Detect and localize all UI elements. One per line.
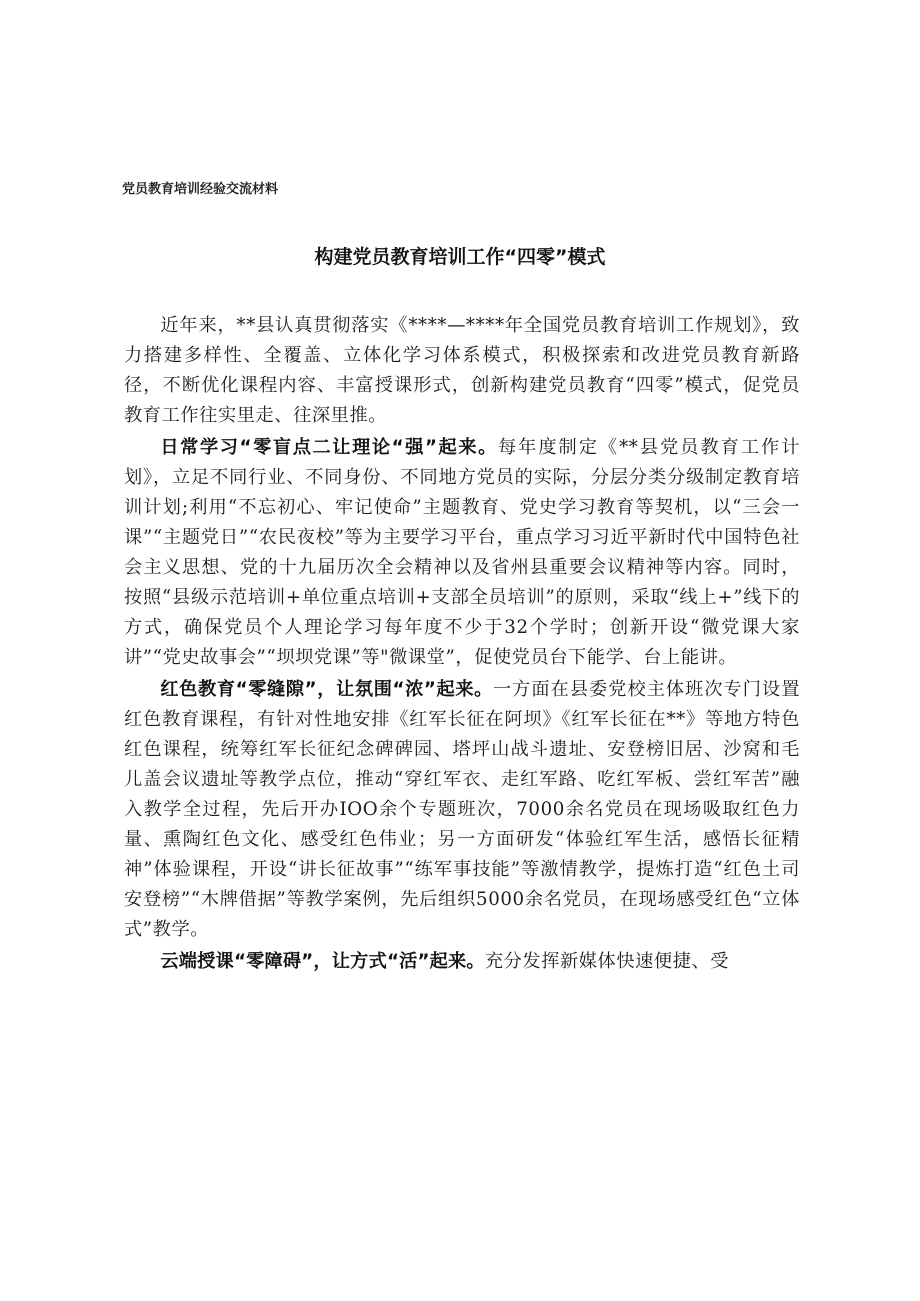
- paragraph-daily-study: [124, 433, 800, 673]
- paragraph-cloud-teaching: [124, 947, 800, 977]
- document-body: [124, 311, 800, 979]
- paragraph-heading: 红色教育“零缝隙”，让氛围“浓”起来。: [160, 679, 493, 700]
- paragraph-red-education: [124, 675, 800, 945]
- document-category-label: 党员教育培训经验交流材料: [122, 182, 279, 197]
- paragraph-text: 近年来，**县认真贯彻落实《****—****年全国党员教育培训工作规划》，致力搭建多样性、全覆盖、立体化学习体系模式，积极探索和改进党员教育新路径，不断优化课程内容、丰富授课形式，创新构建党员教育“四零”模式，促党员教育工作往实里走、往深里推。: [124, 315, 800, 426]
- document-title: 构建党员教育培训工作“四零”模式: [314, 246, 606, 268]
- paragraph-text: 充分发挥新媒体快速便捷、受: [484, 951, 730, 972]
- paragraph-intro: [124, 311, 800, 431]
- paragraph-heading: 日常学习“零盲点二让理论“强”起来。: [160, 437, 498, 458]
- paragraph-heading: 云端授课“零障碍”，让方式“活”起来。: [160, 951, 485, 972]
- paragraph-text: 每年度制定《**县党员教育工作计划》，立足不同行业、不同身份、不同地方党员的实际，分层分类分级制定教育培训计划;利用“不忘初心、牢记使命”主题教育、党史学习教育等契机，以“三会一课”“主题党日”“农民夜校”等为主要学习平台，重点学习习近平新时代中国特色社会主义思想、党的十九届历次全会精神以及省州县重要会议精神等内容。同时，按照“县级示范培训+单位重点培训+支部全员培训”的原则，采取“线上+”线下的方式，确保党员个人理论学习每年度不少于32个学时；创新开设“微党课大家讲”“党史故事会”“坝坝党课”等"微课堂”，促使党员台下能学、台上能讲。: [124, 437, 800, 668]
- paragraph-text: 一方面在县委党校主体班次专门设置红色教育课程，有针对性地安排《红军长征在阿坝》《红军长征在**》等地方特色红色课程，统筹红军长征纪念碑碑园、塔坪山战斗遗址、安登榜旧居、沙窝和毛儿盖会议遗址等教学点位，推动“穿红军衣、走红军路、吃红军板、尝红军苦”融入教学全过程，先后开办IOO余个专题班次，7000余名党员在现场吸取红色力量、熏陶红色文化、感受红色伟业；另一方面研发“体验红军生活，感悟长征精神”体验课程，开设“讲长征故事”“练军事技能”等激情教学，提炼打造“红色土司安登榜”“木牌借据”等教学案例，先后组织5000余名党员，在现场感受红色“立体式”教学。: [124, 679, 800, 940]
